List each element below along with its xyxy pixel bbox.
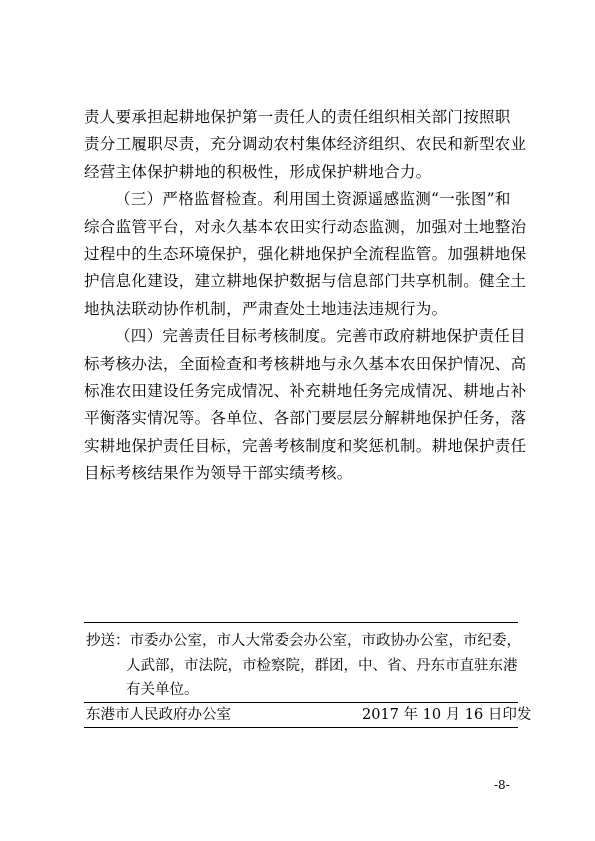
issuing-office: 东港市人民政府办公室 <box>86 707 231 723</box>
body-line: 责分工履职尽责，充分调动农村集体经济组织、农民和新型农业 <box>84 135 527 154</box>
body-line: 责人要承担起耕地保护第一责任人的责任组织相关部门按照职 <box>84 108 511 126</box>
body-line: 标考核办法，全面检查和考核耕地与永久基本农田保护情况、高 <box>84 354 527 373</box>
body-line: 护信息化建设，建立耕地保护数据与信息部门共享机制。健全土 <box>84 272 527 291</box>
body-line: 过程中的生态环境保护，强化耕地保护全流程监管。加强耕地保 <box>84 244 527 263</box>
copy-to-line: 有关单位。 <box>126 682 199 698</box>
copy-to-line: 人武部，市法院，市检察院，群团，中、省、丹东市直驻东港 <box>126 658 518 674</box>
issue-date: 2017 年 10 月 16 日印发 <box>362 707 532 723</box>
divider-bottom <box>84 727 518 728</box>
divider-top <box>84 622 518 623</box>
body-line: 经营主体保护耕地的积极性，形成保护耕地合力。 <box>84 162 432 181</box>
body-text <box>84 104 560 487</box>
section-heading-line: （三）严格监督检查。利用国土资源遥感监测“一张图”和 <box>115 190 511 209</box>
body-line: 实耕地保护责任目标，完善考核制度和奖惩机制。耕地保护责任 <box>84 436 527 455</box>
body-line: 综合监管平台，对永久基本农田实行动态监测，加强对土地整治 <box>84 217 527 236</box>
divider-middle <box>84 702 518 703</box>
page-number: -8- <box>494 778 510 792</box>
body-line: 平衡落实情况等。各单位、各部门要层层分解耕地保护任务，落 <box>84 409 527 428</box>
body-line: 标准农田建设任务完成情况、补充耕地任务完成情况、耕地占补 <box>84 381 527 400</box>
section-heading-line: （四）完善责任目标考核制度。完善市政府耕地保护责任目 <box>115 327 526 346</box>
body-line: 地执法联动协作机制，严肃查处土地违法违规行为。 <box>84 299 448 318</box>
body-line: 目标考核结果作为领导干部实绩考核。 <box>84 464 353 483</box>
copy-to-line: 抄送：市委办公室，市人大常委会办公室，市政协办公室，市纪委， <box>86 633 521 649</box>
